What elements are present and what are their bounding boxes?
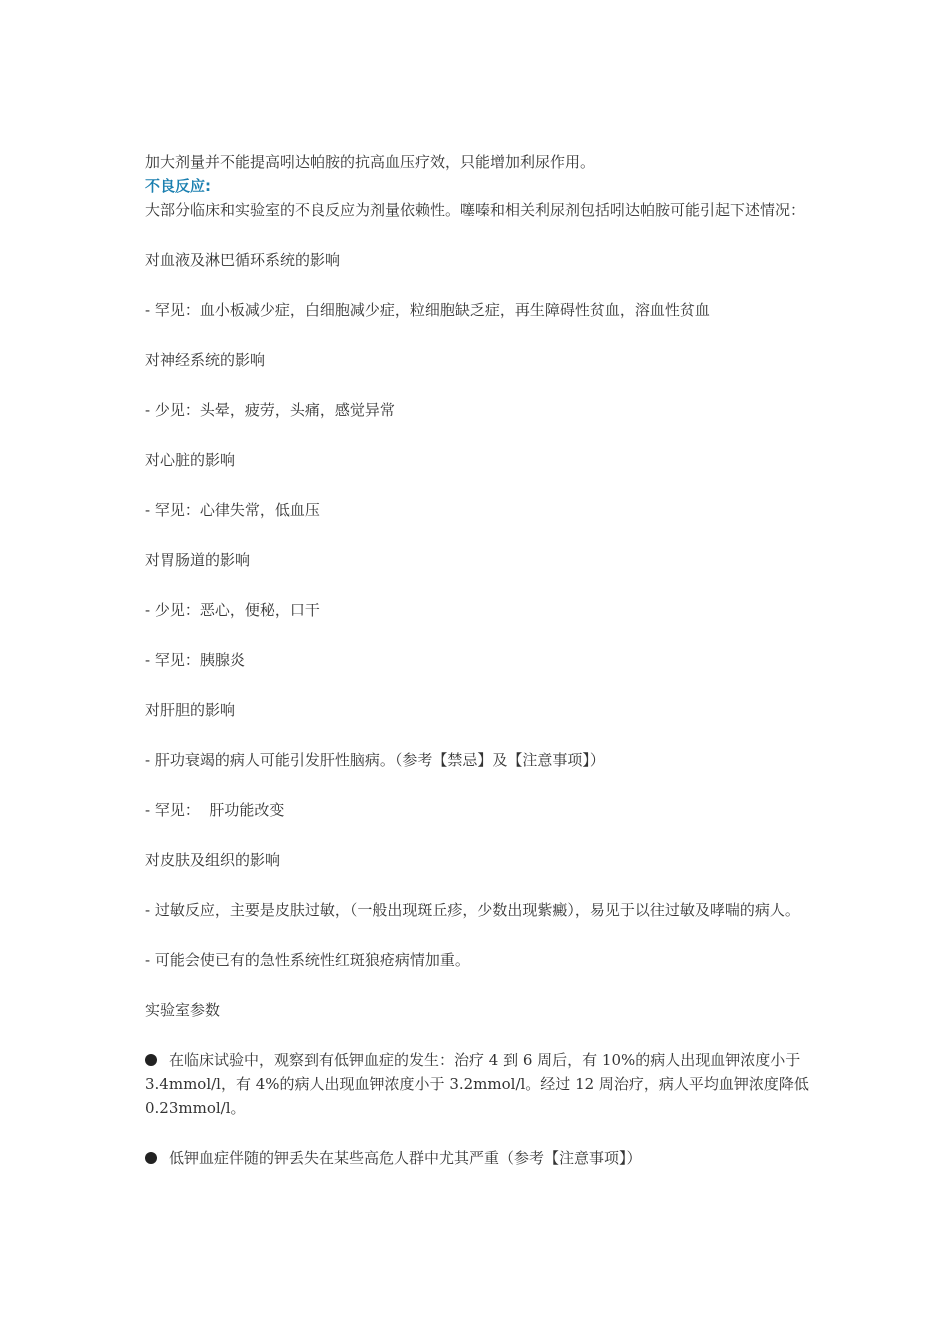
skin-item-1: - 过敏反应，主要是皮肤过敏，（一般出现斑丘疹，少数出现紫癜），易见于以往过敏及哮喘的病人。 (145, 901, 800, 919)
lab-item-2-text: 低钾血症伴随的钾丢失在某些高危人群中尤其严重（参考【注意事项】） (169, 1149, 642, 1167)
lab-section-title: 实验室参数 (145, 1001, 221, 1019)
intro-line: 加大剂量并不能提高吲达帕胺的抗高血压疗效，只能增加利尿作用。 (145, 153, 596, 171)
lab-item-1-text: 在临床试验中，观察到有低钾血症的发生：治疗 4 到 6 周后，有 10%的病人出现血钾浓度小于 3.4mmol/l，有 4%的病人出现血钾浓度小于 3.2mmol/l。经过 12 周治疗，病人平均血钾浓度降低 0.23mmol/l。 (145, 1051, 814, 1117)
bullet-icon (145, 1152, 157, 1164)
gi-item-1: - 少见：恶心，便秘，口干 (145, 601, 320, 619)
skin-section-title: 对皮肤及组织的影响 (145, 851, 281, 869)
blood-section-title: 对血液及淋巴循环系统的影响 (145, 251, 341, 269)
bullet-icon (145, 1054, 157, 1066)
liver-item-2: - 罕见： 肝功能改变 (145, 801, 285, 819)
skin-item-2: - 可能会使已有的急性系统性红斑狼疮病情加重。 (145, 951, 470, 969)
lab-item-2 (145, 1146, 810, 1170)
nerve-section-title: 对神经系统的影响 (145, 351, 266, 369)
adverse-reactions-heading: 不良反应: (145, 177, 211, 195)
liver-item-1: - 肝功衰竭的病人可能引发肝性脑病。（参考【禁忌】及【注意事项】） (145, 751, 605, 769)
liver-section-title: 对肝胆的影响 (145, 701, 236, 719)
adverse-intro-paragraph: 大部分临床和实验室的不良反应为剂量依赖性。噻嗪和相关利尿剂包括吲达帕胺可能引起下述情况： (145, 201, 806, 219)
document-body (145, 150, 814, 1170)
gi-section-title: 对胃肠道的影响 (145, 551, 251, 569)
heart-item: - 罕见：心律失常，低血压 (145, 501, 320, 519)
blood-item: - 罕见：血小板减少症，白细胞减少症，粒细胞缺乏症，再生障碍性贫血，溶血性贫血 (145, 301, 710, 319)
nerve-item: - 少见：头晕，疲劳，头痛，感觉异常 (145, 401, 395, 419)
heart-section-title: 对心脏的影响 (145, 451, 236, 469)
lab-item-1 (145, 1048, 814, 1120)
gi-item-2: - 罕见：胰腺炎 (145, 651, 245, 669)
